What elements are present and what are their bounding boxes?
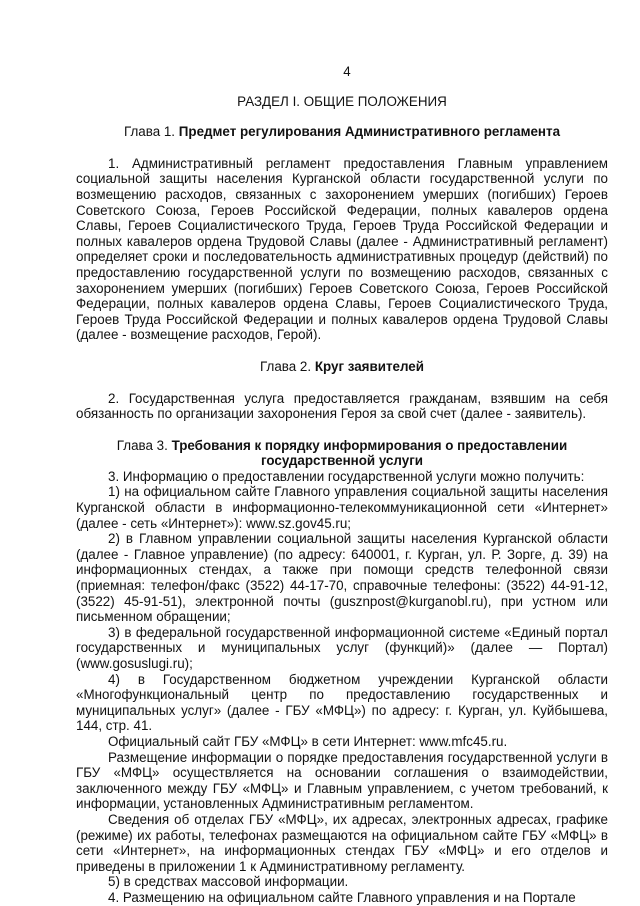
paragraph-3-item-5: 5) в средствах массовой информации. bbox=[108, 874, 349, 890]
paragraph-3-item-1: 1) на официальном сайте Главного управления социальной защиты населения Курганской области в информационно-телекоммуникационной сети «Интернет» (далее - сеть «Интернет»): www.sz.gov45.ru; bbox=[76, 484, 608, 531]
chapter-1-heading bbox=[76, 124, 608, 140]
chapter-3-prefix: Глава 3. bbox=[116, 437, 168, 453]
paragraph-3-item-4: 4) в Государственном бюджетном учреждении Курганской области «Многофункциональный центр по предоставлению государственных и муниципальных услуг» (далее - ГБУ «МФЦ») по адресу: г. Курган, ул. Куйбышева, 144, стр. 41. bbox=[76, 671, 608, 734]
chapter-1-title: Предмет регулирования Административного регламента bbox=[178, 124, 561, 140]
chapter-3-title-line-2: государственной услуги bbox=[260, 453, 424, 469]
paragraph-4-start: 4. Размещению на официальном сайте Главного управления и на Портале bbox=[108, 889, 576, 905]
paragraph-mfc-site: Официальный сайт ГБУ «МФЦ» в сети Интернет: www.mfc45.ru. bbox=[108, 733, 508, 749]
paragraph-mfc-placement: Размещение информации о порядке предоставления государственной услуги в ГБУ «МФЦ» осуществляется на основании соглашения о взаимодействии, заключенного между ГБУ «МФЦ» и Главным управлением, с учетом требований, к информации, установленных Административным регламентом. bbox=[76, 749, 608, 812]
document-body bbox=[76, 64, 608, 906]
paragraph-3-intro: 3. Информацию о предоставлении государственной услуги можно получить: bbox=[108, 468, 585, 484]
paragraph-3-item-2: 2) в Главном управлении социальной защиты населения Курганской области (далее - Главное управление) (по адресу: 640001, г. Курган, ул. Р. Зорге, д. 39) на информационных стендах, а также при помощи средств телефонной связи (приемная: телефон/факс (3522) 44-17-70, справочные телефоны: (3522) 44-91-12, (3522) 45-91-51), электронной почты (gusznpost@kurganobl.ru), при устном или письменном обращении; bbox=[76, 531, 608, 625]
chapter-3-title-line-1: Требования к порядку информирования о предоставлении bbox=[171, 437, 568, 453]
chapter-2-paragraph: 2. Государственная услуга предоставляется гражданам, взявшим на себя обязанность по организации захоронения Героя за свой счет (далее - заявитель). bbox=[76, 390, 608, 422]
paragraph-3-item-3: 3) в федеральной государственной информационной системе «Единый портал государственных и муниципальных услуг (функций)» (далее — Портал) (www.gosuslugi.ru); bbox=[76, 624, 608, 671]
chapter-2-heading bbox=[76, 359, 608, 375]
chapter-1-paragraph: 1. Административный регламент предоставления Главным управлением социальной защиты населения Курганской области государственной услуги по возмещению расходов, связанных с захоронением умерших (погибших) Героев Советского Союза, Героев Российской Федерации, полных кавалеров ордена Славы, Героев Социалистического Труда, Героев Труда Российской Федерации и полных кавалеров ордена Трудовой Славы (далее - Административный регламент) определяет сроки и последовательность административных процедур (действий) по предоставлению государственной услуги по возмещению расходов, связанных с захоронением умерших (погибших) Героев Советского Союза, Героев Российской Федерации, полных кавалеров ордена Славы, Героев Социалистического Труда, Героев Труда Российской Федерации и полных кавалеров ордена Трудовой Славы (далее - возмещение расходов, Герой). bbox=[76, 155, 608, 343]
section-title: РАЗДЕЛ I. ОБЩИЕ ПОЛОЖЕНИЯ bbox=[237, 93, 447, 109]
chapter-3-heading bbox=[76, 438, 608, 469]
chapter-1-prefix: Глава 1. bbox=[123, 124, 176, 140]
paragraph-mfc-departments: Сведения об отделах ГБУ «МФЦ», их адресах, электронных адресах, графике (режиме) их работы, телефонах размещаются на официальном сайте ГБУ «МФЦ» в сети «Интернет», на информационных стендах ГБУ «МФЦ» и его отделов и приведены в приложении 1 к Административному регламенту. bbox=[76, 811, 608, 874]
chapter-2-prefix: Глава 2. bbox=[260, 358, 312, 374]
chapter-2-title: Круг заявителей bbox=[314, 358, 424, 374]
page-number: 4 bbox=[343, 64, 351, 79]
